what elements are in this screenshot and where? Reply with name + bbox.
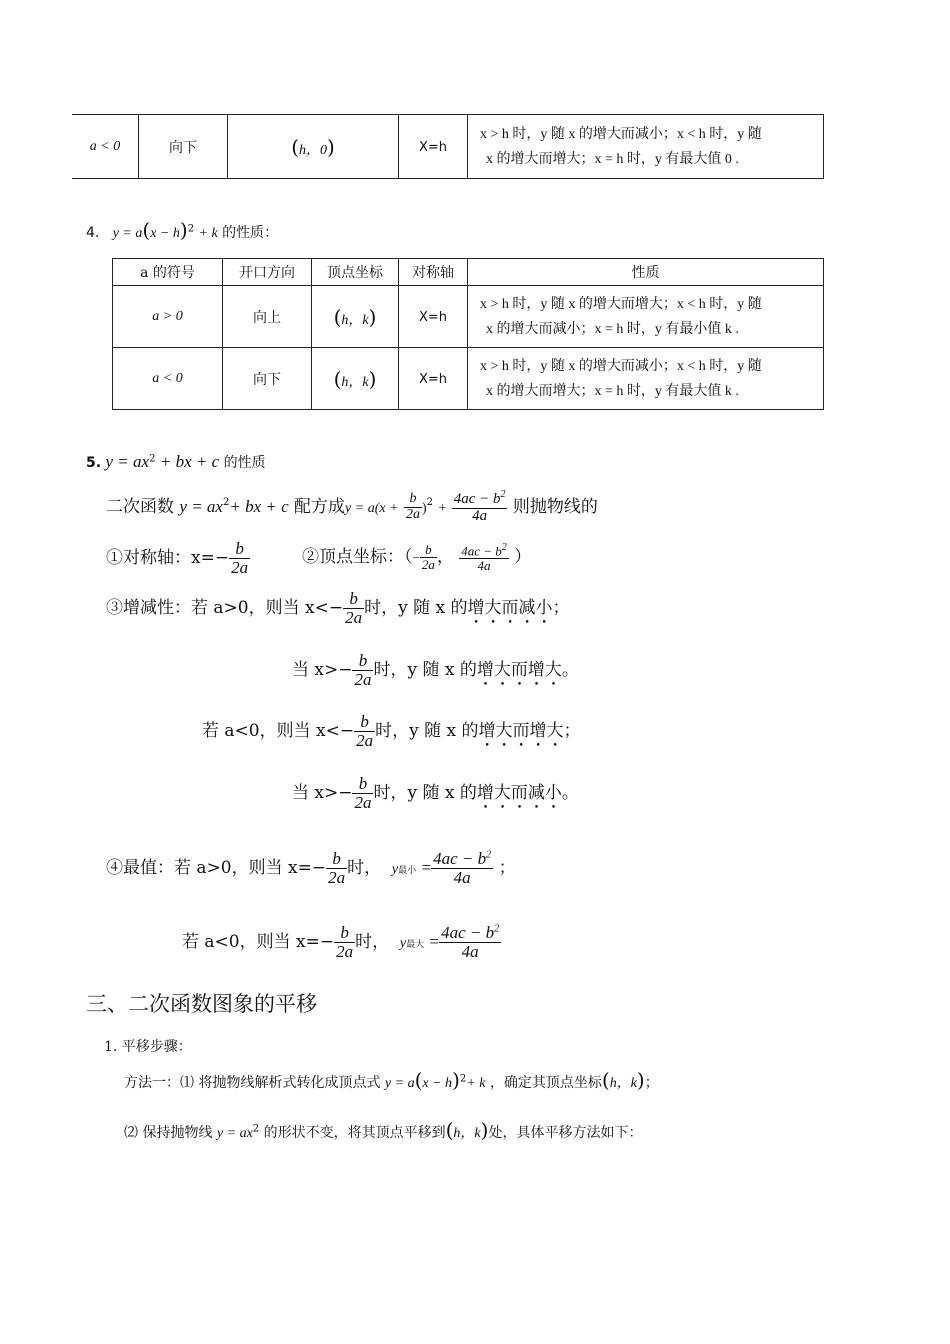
header-open: 开口方向 bbox=[223, 259, 312, 286]
header-axis: 对称轴 bbox=[399, 259, 468, 286]
cell-property: x > h 时，y 随 x 的增大而增大；x < h 时，y 随 x 的增大而减小；x = h 时，y 有最小值 k . bbox=[468, 286, 824, 348]
header-sign: a 的符号 bbox=[113, 259, 223, 286]
section-heading: 三、二次函数图象的平移 bbox=[86, 992, 317, 1016]
extreme-min: ④最值：若 a>0，则当 x=− $\frac{b}{2a}$ 时， y最小 = $\frac{4ac - b^2}{4a}$ ； bbox=[106, 849, 516, 887]
method-2: ⑵ 保持抛物线 $y = ax^2$ 的形状不变，将其顶点平移到(h，k)处，具体平移方法如下： bbox=[124, 1118, 643, 1142]
monotonicity-2: 当 x>− $\frac{b}{2a}$ 时，y 随 x 的增大而增大。 bbox=[292, 651, 579, 689]
monotonicity-1: ③增减性：若 a>0，则当 x<− $\frac{b}{2a}$ 时，y 随 x 的增大而减小； bbox=[106, 589, 570, 627]
cell-axis: X=h bbox=[399, 115, 468, 179]
cell-axis: X=h bbox=[399, 348, 468, 410]
cell-open: 向下 bbox=[139, 115, 228, 179]
cell-sign: a < 0 bbox=[72, 115, 139, 179]
section-5-title: 5. $y = ax^2$ + bx + c 的性质 bbox=[86, 452, 266, 471]
cell-sign: a < 0 bbox=[113, 348, 223, 410]
section-4-title: 4. $y = a(x - h)^2 + k$ 的性质： bbox=[86, 218, 279, 242]
vertex-coordinates: ②顶点坐标：（− $\frac{b}{2a}$ ， $\frac{4ac - b^2}{4a}$ ） bbox=[302, 541, 532, 573]
table-4 bbox=[112, 258, 824, 410]
table-3-continuation bbox=[72, 114, 824, 179]
header-property: 性质 bbox=[468, 259, 824, 286]
cell-vertex: (h，k) bbox=[312, 286, 399, 348]
header-vertex: 顶点坐标 bbox=[312, 259, 399, 286]
cell-open: 向上 bbox=[223, 286, 312, 348]
axis-of-symmetry: ①对称轴：x=− $\frac{b}{2a}$ bbox=[106, 539, 249, 577]
cell-sign: a > 0 bbox=[113, 286, 223, 348]
section-5-intro: 二次函数 $y = ax^2+$ bx + c 配方成y = a(x + $\frac{b}{2a}$ )$^2$ + $\frac{4ac - b^2}{4a}$ 则抛物线的 bbox=[106, 489, 598, 524]
table-row bbox=[113, 286, 824, 348]
monotonicity-4: 当 x>− $\frac{b}{2a}$ 时，y 随 x 的增大而减小。 bbox=[292, 774, 579, 812]
cell-open: 向下 bbox=[223, 348, 312, 410]
extreme-max: 若 a<0，则当 x=− $\frac{b}{2a}$ 时， y最大 = $\frac{4ac - b^2}{4a}$ bbox=[182, 923, 500, 961]
monotonicity-3: 若 a<0，则当 x<− $\frac{b}{2a}$ 时，y 随 x 的增大而增大； bbox=[202, 712, 581, 750]
step-title: 1. 平移步骤： bbox=[104, 1039, 192, 1055]
cell-property: x > h 时，y 随 x 的增大而减小；x < h 时，y 随 x 的增大而增大；x = h 时，y 有最大值 k . bbox=[468, 348, 824, 410]
cell-vertex: (h，k) bbox=[312, 348, 399, 410]
method-1: 方法一：⑴ 将抛物线解析式转化成顶点式 $y = a(x - h)^2+ k$ ，确定其顶点坐标(h，k)； bbox=[124, 1068, 659, 1092]
cell-property: x > h 时，y 随 x 的增大而减小；x < h 时，y 随 x 的增大而增大；x = h 时，y 有最大值 0 . bbox=[468, 115, 824, 179]
cell-vertex: (h，0) bbox=[228, 115, 399, 179]
cell-axis: X=h bbox=[399, 286, 468, 348]
table-row bbox=[113, 348, 824, 410]
